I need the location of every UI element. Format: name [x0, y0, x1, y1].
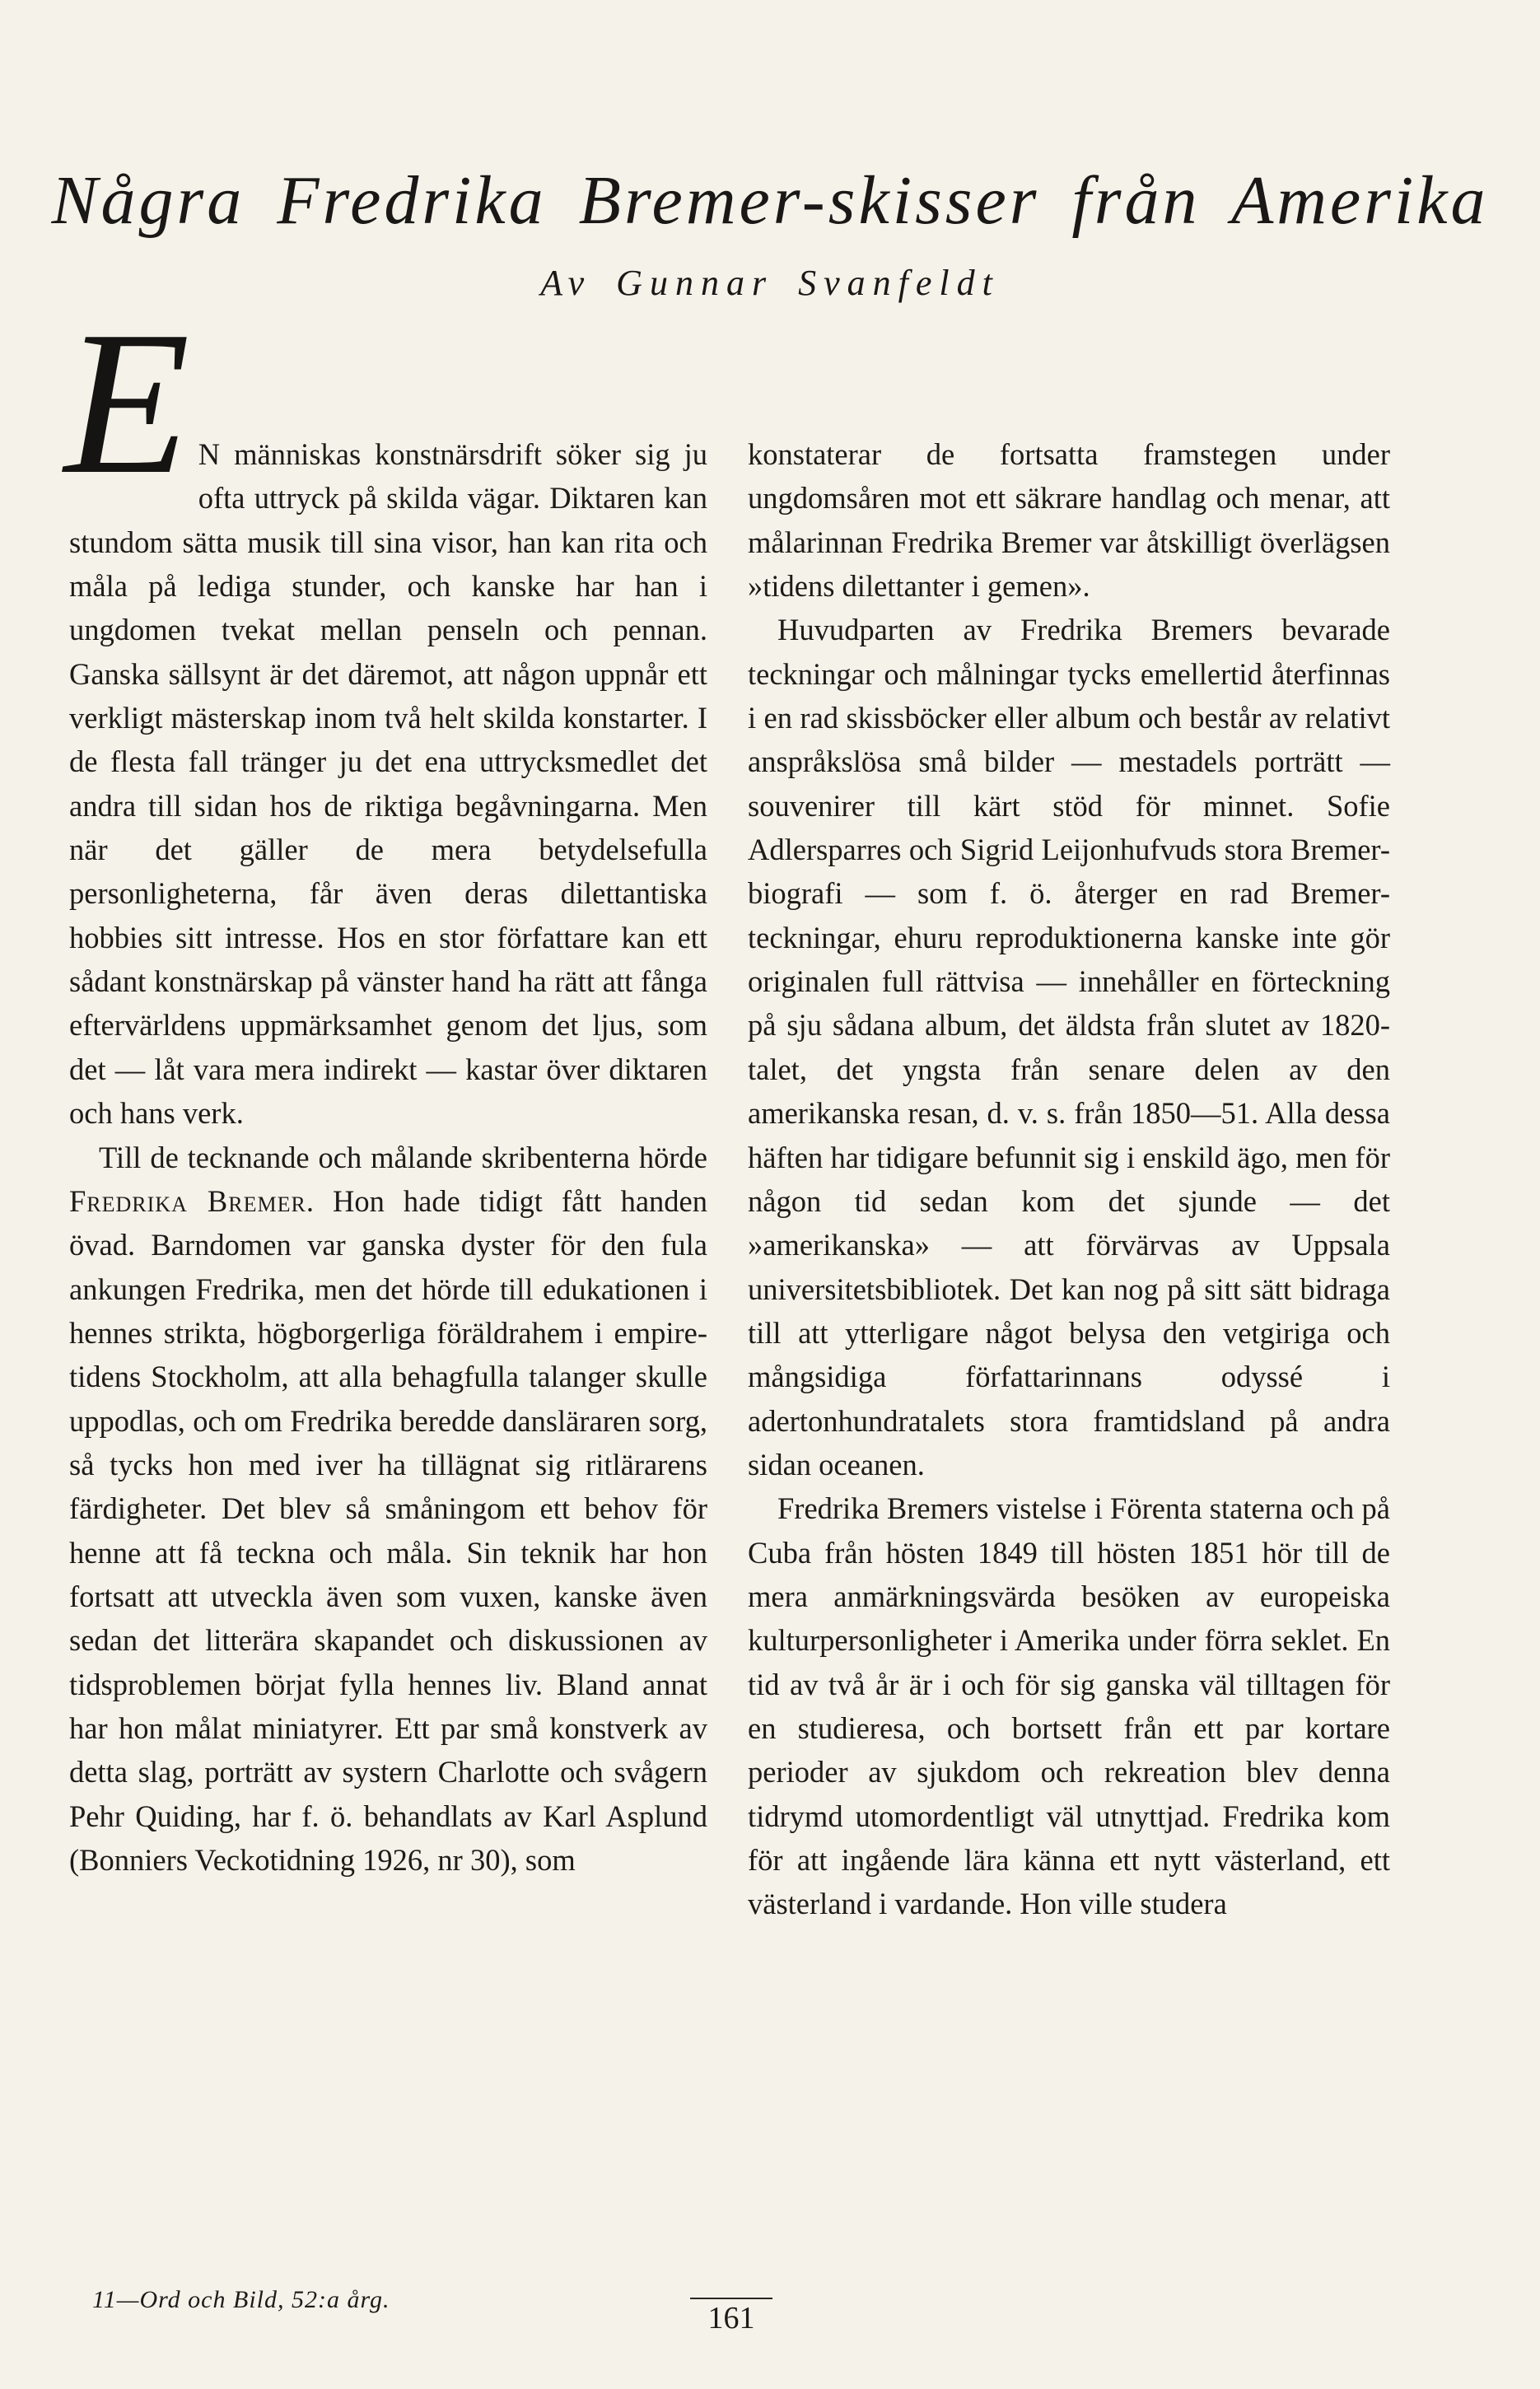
paragraph-2 — [69, 1136, 707, 1883]
drop-cap — [64, 289, 190, 517]
issue-footnote: 11—Ord och Bild, 52:a årg. — [92, 2286, 390, 2313]
paragraph-4: Huvudparten av Fredrika Bremers bevarade teckningar och målningar tycks emellertid återfinnas i en rad skissböcker eller album och består av relativt anspråkslösa små bilder — mestadels porträtt — souvenirer till kärt stöd för minnet. Sofie Adlersparres och Sigrid Leijonhufvuds stora Bremer-biografi — som f. ö. återger en rad Bremer-teckningar, ehuru reproduktionerna kanske inte gör originalen full rättvisa — innehåller en förteckning på sju sådana album, det äldsta från slutet av 1820-talet, det yngsta från senare delen av den amerikanska resan, d. v. s. från 1850—51. Alla dessa häften har tidigare befunnit sig i enskild ägo, men för någon tid sedan kom det sjunde — det »amerikanska» — att förvärvas av Uppsala universitetsbibliotek. Det kan nog på sitt sätt bidraga till att ytterligare något belysa den vetgiriga och mångsidiga författarinnans odyssé i adertonhundratalets stora framtidsland på andra sidan oceanen. — [748, 613, 1390, 1481]
paragraph-2-text-a: Till de tecknande och målande skribenterna hörde — [99, 1140, 707, 1174]
page-number: 161 — [707, 2301, 755, 2335]
right-column — [748, 432, 1390, 1926]
paragraph-3: konstaterar de fortsatta framstegen under ungdomsåren mot ett säkrare handlag och menar, att målarinnan Fredrika Bremer var åtskilligt överlägsen »tidens dilettanter i gemen». — [748, 437, 1390, 604]
article-byline: Av Gunnar Svanfeldt — [540, 263, 1000, 303]
left-column — [64, 289, 707, 1882]
article-title: Några Fredrika Bremer-skisser från Amerika — [51, 162, 1489, 239]
paragraph-2-text-b: . Hon hade tidigt fått handen övad. Barndomen var ganska dyster för den fula ankungen Fredrika, men det hörde till edukationen i hennes strikta, högborgerliga föräldrahem i empire-tidens Stockholm, att alla behagfulla talanger skulle uppodlas, och om Fredrika beredde dansläraren sorg, så tycks hon med iver ha tillägnat sig ritlärarens färdigheter. Det blev så småningom ett behov för henne att få teckna och måla. Sin teknik har hon fortsatt att utveckla även som vuxen, kanske även sedan det litterära skapandet och diskussionen av tidsproblemen börjat fylla hennes liv. Bland annat har hon målat miniatyrer. Ett par små konstverk av detta slag, porträtt av systern Charlotte och svågern Pehr Quiding, har f. ö. behandlats av Karl Asplund (Bonniers Veckotidning 1926, nr 30), som — [69, 1183, 707, 1877]
paragraph-1 — [64, 289, 707, 1136]
author-name: Fredrika Bremer — [69, 1183, 306, 1218]
paragraph-1-text: N människas konstnärsdrift söker sig ju ofta uttryck på skilda vägar. Diktaren kan stundom sätta musik till sina visor, han kan rita och måla på lediga stunder, och kanske har han i ungdomen tvekat mellan penseln och pennan. Ganska sällsynt är det däremot, att någon uppnår ett verkligt mästerskap inom två helt skilda konstarter. I de flesta fall tränger ju det ena uttrycksmedlet det andra till sidan hos de riktiga begåvningarna. Men när det gäller de mera betydelsefulla personligheterna, får även deras dilettantiska hobbies sitt intresse. Hos en stor författare kan ett sådant konstnärskap på vänster hand ha rätt att fånga eftervärldens uppmärksamhet genom det ljus, som det — låt vara mera indirekt — kastar över diktaren och hans verk. — [69, 437, 707, 1131]
page-number-rule — [690, 2298, 772, 2299]
drop-cap-letter: E — [64, 289, 190, 517]
paragraph-5: Fredrika Bremers vistelse i Förenta staterna och på Cuba från hösten 1849 till hösten 1851 hör till de mera anmärkningsvärda besöken av europeiska kulturpersonligheter i Amerika under förra seklet. En tid av två år är i och för sig ganska väl tilltagen för en studieresa, och bortsett från ett par kortare perioder av sjukdom och rekreation blev denna tidrymd utomordentligt väl utnyttjad. Fredrika kom för att ingående lära känna ett nytt västerland, ett västerland i vardande. Hon ville studera — [748, 1491, 1390, 1921]
